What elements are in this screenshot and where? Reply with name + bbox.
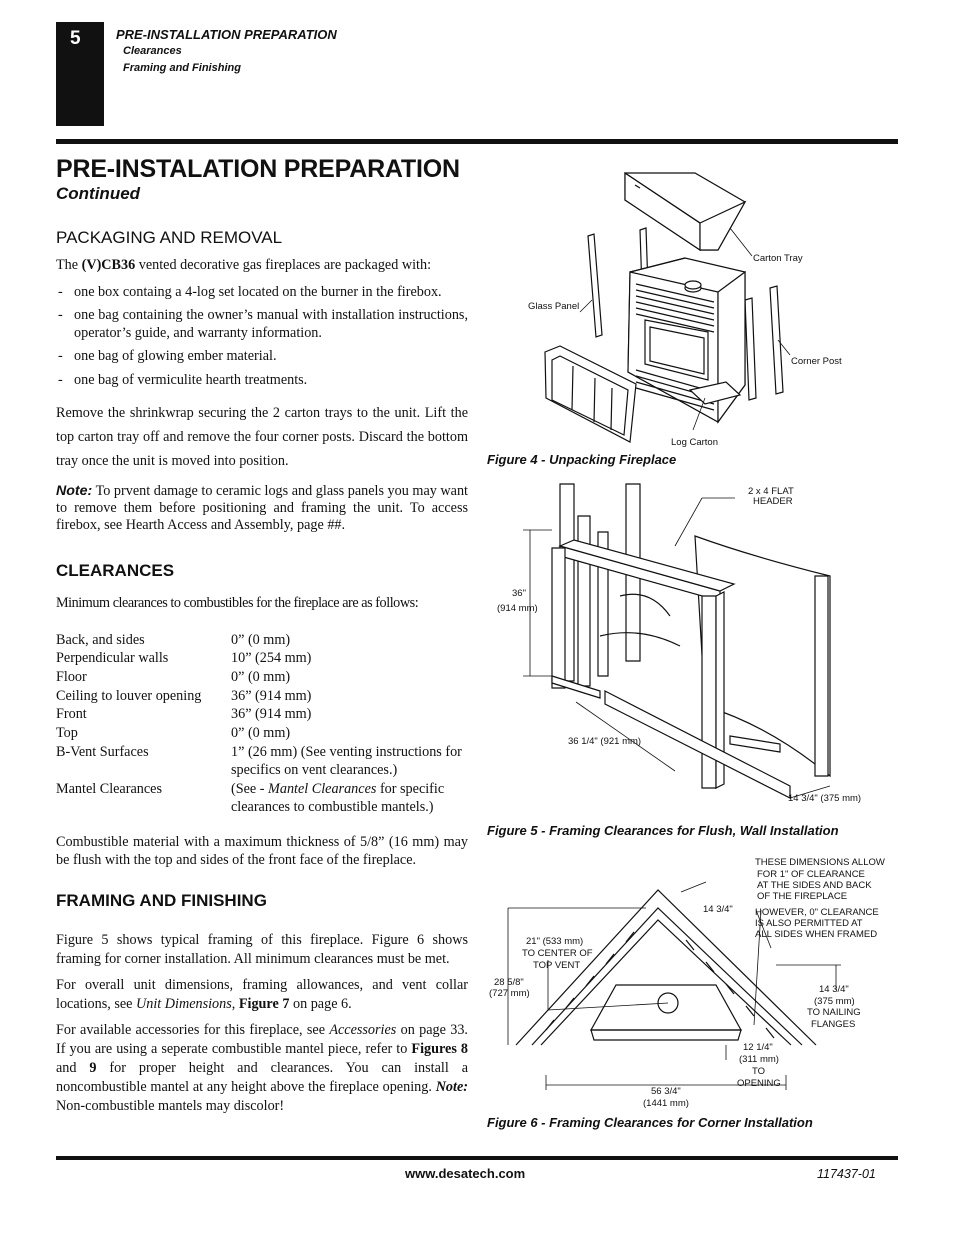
framing-heading: FRAMING AND FINISHING — [56, 891, 267, 910]
running-header-section: PRE-INSTALLATION PREPARATION — [116, 27, 337, 42]
clearances-intro: Minimum clearances to combustibles for the fireplace are as follows: — [56, 595, 419, 611]
figure-6-caption: Figure 6 - Framing Clearances for Corner Installation — [487, 1115, 813, 1130]
label-dim36-2: (914 mm) — [497, 603, 538, 614]
fig6-dim1434r-4: FLANGES — [811, 1019, 856, 1030]
label-glass-panel: Glass Panel — [528, 301, 580, 312]
fig6-dim28-1: 28 5/8" — [494, 977, 524, 988]
fig6-dim28-2: (727 mm) — [489, 988, 530, 999]
fig6-dim12-4: OPENING — [737, 1078, 781, 1089]
framing-paragraph-3: For available accessories for this fireplace, see Accessories on page 33. If you are using a seperate combustible mantel piece, refer to Figures 8 and 9 for proper height and clearances. You can install a noncombustible mantel at any height above the fireplace opening. Note: Non-combustible mantels may discolor! — [56, 1022, 469, 1114]
packaging-heading: PACKAGING AND REMOVAL — [56, 228, 283, 247]
figure-6-corner-drawing — [486, 850, 898, 1112]
fig6-dim12-3: TO — [752, 1066, 766, 1077]
list-item: - one bag of vermiculite hearth treatments. — [58, 372, 308, 388]
list-item: - one box containg a 4-log set located on the burner in the firebox. — [58, 284, 442, 300]
list-item: - one bag containing the owner’s manual with installation instructions, operator’s guide, and warranty information. — [58, 307, 468, 341]
figure-4-caption: Figure 4 - Unpacking Fireplace — [487, 452, 677, 467]
clearances-heading: CLEARANCES — [56, 561, 175, 580]
fig6-dim12-1: 12 1/4" — [743, 1042, 773, 1053]
fig6-dim56-1: 56 3/4" — [651, 1086, 681, 1097]
label-dim-depth: 14 3/4" (375 mm) — [788, 793, 862, 804]
fig6-note2-3: ALL SIDES WHEN FRAMED — [755, 929, 878, 940]
label-header-1: 2 x 4 FLAT — [748, 486, 794, 497]
label-dim-width: 36 1/4" (921 mm) — [568, 736, 642, 747]
fig6-note-1: THESE DIMENSIONS ALLOW — [755, 857, 885, 868]
list-item: - one bag of glowing ember material. — [58, 348, 277, 364]
framing-paragraph-2: For overall unit dimensions, framing allowances, and vent collar locations, see Unit Dimensions, Figure 7 on page 6. — [56, 977, 468, 1012]
fig6-note-2: FOR 1" OF CLEARANCE — [757, 869, 865, 880]
fig6-dim12-2: (311 mm) — [739, 1054, 779, 1065]
fig6-dim1434r-2: (375 mm) — [814, 996, 855, 1007]
label-carton-tray: Carton Tray — [753, 253, 803, 264]
running-header-sub1: Clearances — [123, 45, 182, 57]
top-rule — [56, 139, 898, 144]
bottom-rule — [56, 1156, 898, 1160]
figure-5-caption: Figure 5 - Framing Clearances for Flush, Wall Installation — [487, 823, 839, 838]
note-paragraph: Note: To prvent damage to ceramic logs and glass panels you may want to remove them before positioning and framing the unit. To access firebox, see Hearth Access and Assembly, page ##. — [56, 483, 468, 533]
packaging-intro: The (V)CB36 vented decorative gas fireplaces are packaged with: — [56, 257, 432, 273]
fig6-dim56-2: (1441 mm) — [643, 1098, 689, 1109]
label-log-carton: Log Carton — [671, 437, 719, 448]
combustible-paragraph: Combustible material with a maximum thickness of 5/8” (16 mm) may be flush with the top and sides of the front face of the fireplace. — [56, 834, 468, 868]
framing-paragraph-1: Figure 5 shows typical framing of this fireplace. Figure 6 shows framing for corner installation. All minimum clearances must be met. — [56, 932, 468, 967]
label-dim36-1: 36" — [512, 588, 526, 599]
fig6-dim1434r-3: TO NAILING — [807, 1007, 861, 1018]
fig6-note2-2: IS ALSO PERMITTED AT — [755, 918, 863, 929]
figure-5-framing-drawing — [490, 476, 900, 816]
figure-4-unpacking-drawing — [500, 160, 900, 452]
fig6-dim21-2: TO CENTER OF — [522, 948, 593, 959]
fig6-note-3: AT THE SIDES AND BACK — [757, 880, 872, 891]
page-number: 5 — [70, 28, 81, 49]
page-subtitle: Continued — [56, 184, 141, 203]
page-title: PRE-INSTALATION PREPARATION — [56, 155, 460, 183]
fig6-dim21-1: 21" (533 mm) — [526, 936, 584, 947]
running-header-sub2: Framing and Finishing — [123, 62, 241, 74]
fig6-note2-1: HOWEVER, 0" CLEARANCE — [755, 907, 879, 918]
fig6-dim1434r-1: 14 3/4" — [819, 984, 849, 995]
label-corner-post: Corner Post — [791, 356, 842, 367]
removal-paragraph: Remove the shrinkwrap securing the 2 carton trays to the unit. Lift the top carton tray off and remove the four corner posts. Discard the bottom tray once the unit is moved into position. — [56, 405, 468, 469]
footer-document-code: 117437-01 — [817, 1167, 876, 1181]
footer-website-link[interactable]: www.desatech.com — [405, 1166, 526, 1181]
fig6-dim-1434-top: 14 3/4" — [703, 904, 733, 915]
label-header-2: HEADER — [753, 496, 793, 507]
fig6-dim21-3: TOP VENT — [533, 960, 581, 971]
fig6-note-4: OF THE FIREPLACE — [757, 891, 848, 902]
